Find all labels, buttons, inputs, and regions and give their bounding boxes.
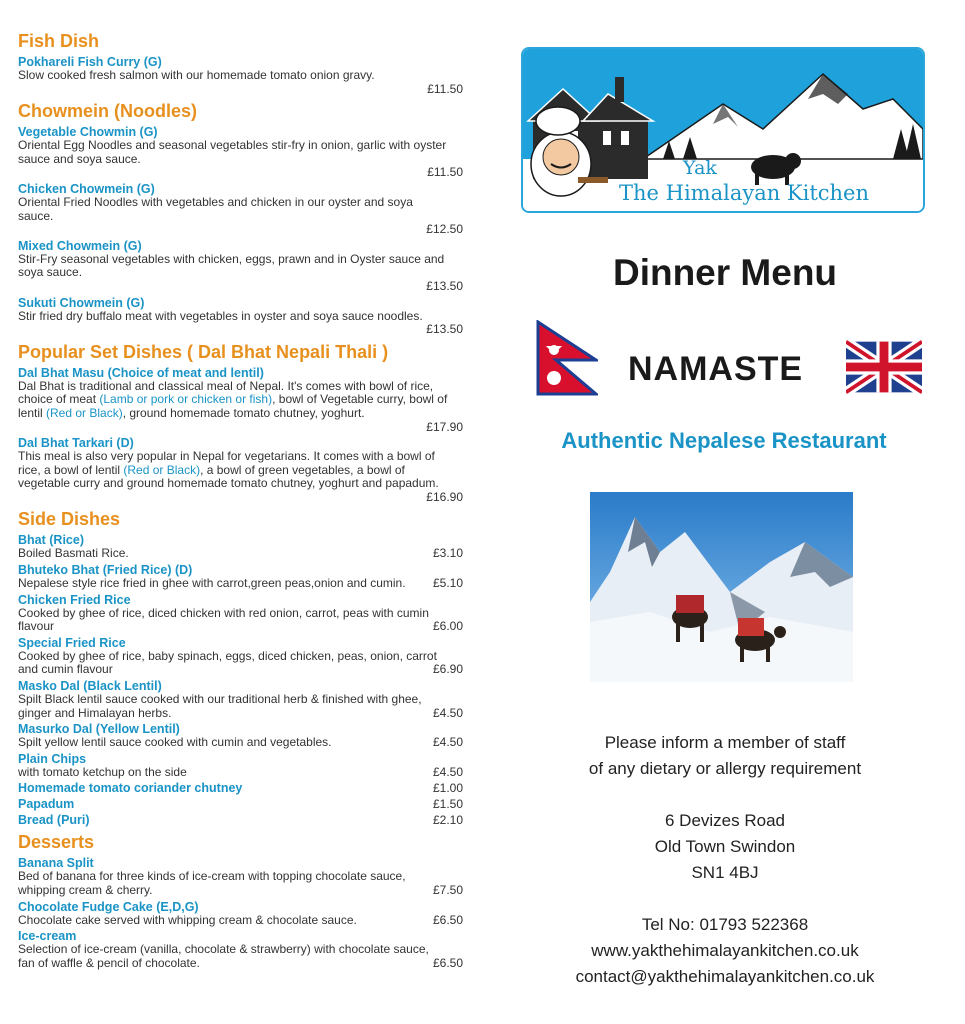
menu-item	[18, 55, 470, 96]
menu-item	[18, 436, 470, 504]
uk-flag-icon	[846, 340, 922, 394]
menu-item-price: £11.50	[427, 165, 463, 180]
menu-item-description: Cooked by ghee of rice, diced chicken with red onion, carrot, peas with cumin flavour	[18, 605, 429, 634]
description-part: , bowl of Vegetable curry, bowl of lentil	[18, 392, 448, 420]
menu-item-description: Spilt yellow lentil sauce cooked with cumin and vegetables.	[18, 735, 332, 750]
menu-item-name: Bhat (Rice)	[18, 533, 84, 548]
menu-item-name: Dal Bhat Tarkari (D)	[18, 436, 134, 451]
menu-item-price: £5.10	[432, 576, 463, 591]
menu-item-description: Stir fried dry buffalo meat with vegetables in oyster and soya sauce noodles.	[18, 308, 423, 323]
description-part: (Red or Black)	[46, 405, 123, 420]
menu-item	[18, 182, 470, 237]
menu-item-name: Ice-cream	[18, 929, 77, 944]
menu-item-name: Vegetable Chowmin (G)	[18, 125, 158, 140]
description-part: (Lamb or pork or chicken or fish)	[99, 392, 273, 407]
menu-item-description: Cooked by ghee of rice, baby spinach, eggs, diced chicken, peas, onion, carrot and cumin flavour	[18, 648, 437, 677]
menu-item-description: Bed of banana for three kinds of ice-cream with topping chocolate sauce, whipping cream & cherry.	[18, 869, 406, 897]
menu-item-name: Plain Chips	[18, 751, 87, 766]
address-postcode: SN1 4BJ	[691, 863, 759, 882]
menu-item-name: Papadum	[18, 797, 75, 812]
menu-item-price: £4.50	[432, 705, 463, 720]
logo-text-name: The Himalayan Kitchen	[619, 181, 870, 205]
menu-item-name: Homemade tomato coriander chutney	[18, 781, 243, 796]
mountain-photo-icon	[590, 492, 853, 682]
menu-item	[18, 636, 470, 677]
menu-item-name: Chicken Fried Rice	[18, 592, 131, 607]
menu-item	[18, 856, 470, 897]
menu-item-price: £13.50	[426, 322, 463, 337]
menu-item-price: £6.00	[432, 619, 463, 634]
menu-item	[18, 593, 470, 634]
menu-item	[18, 797, 470, 811]
menu-item-price: £1.50	[432, 796, 463, 811]
menu-item	[18, 563, 470, 591]
menu-item-description	[18, 450, 448, 491]
greeting: NAMASTE	[628, 350, 804, 388]
section-title: Chowmein (Noodles)	[18, 101, 197, 122]
menu-item	[18, 533, 470, 561]
menu-item-price: £6.90	[432, 662, 463, 677]
menu-item-price: £4.50	[432, 735, 463, 750]
section-title: Desserts	[18, 832, 95, 853]
description-part: , ground homemade tomato chutney, yoghurt.	[122, 405, 365, 420]
menu-item	[18, 239, 470, 294]
menu-item-price: £12.50	[426, 222, 463, 237]
section-title: Fish Dish	[18, 31, 100, 51]
menu-item-description: Selection of ice-cream (vanilla, chocolate & strawberry) with chocolate sauce, fan of waffle & pencil of chocolate.	[18, 942, 429, 970]
description-part: This meal is also very popular in Nepal for vegetarians. It comes with a bowl of rice, a bowl of lentil	[18, 449, 435, 477]
menu-item	[18, 813, 470, 827]
menu-item-price: £2.10	[432, 812, 463, 827]
menu-item-name: Masko Dal (Black Lentil)	[18, 679, 162, 694]
menu-item-description: Boiled Basmati Rice.	[18, 546, 129, 561]
email-link[interactable]: contact@yakthehimalayankitchen.co.uk	[575, 967, 875, 986]
menu-item-price: £6.50	[432, 912, 463, 927]
menu-item	[18, 296, 470, 337]
menu-item-description: with tomato ketchup on the side	[18, 764, 187, 779]
page-title: Dinner Menu	[612, 252, 838, 293]
menu-column	[18, 26, 470, 972]
menu-item-description	[18, 380, 448, 421]
menu-item-name: Dal Bhat Masu (Choice of meat and lentil)	[18, 365, 264, 380]
menu-item	[18, 900, 470, 928]
description-part: (Red or Black)	[123, 462, 201, 477]
menu-item-description: Slow cooked fresh salmon with our homemade tomato onion gravy.	[18, 68, 375, 82]
menu-item	[18, 125, 470, 180]
section-title: Side Dishes	[18, 509, 121, 530]
menu-item	[18, 722, 470, 750]
section-title: Popular Set Dishes ( Dal Bhat Nepali Thali )	[18, 341, 389, 362]
menu-item-description: Oriental Fried Noodles with vegetables and chicken in our oyster and soya sauce.	[18, 194, 413, 223]
menu-item-name: Masurko Dal (Yellow Lentil)	[18, 722, 180, 737]
menu-item-description: Spilt Black lentil sauce cooked with our traditional herb & finished with ghee, ginger and Himalayan herbs.	[18, 692, 422, 720]
menu-item-description: Stir-Fry seasonal vegetables with chicken, eggs, prawn and in Oyster sauce and soya sauce.	[18, 251, 445, 280]
menu-item-price: £7.50	[432, 883, 463, 897]
contact-info	[520, 730, 930, 990]
menu-item-name: Bread (Puri)	[18, 813, 90, 828]
menu-item	[18, 781, 470, 795]
menu-item-name: Mixed Chowmein (G)	[18, 238, 142, 253]
description-part: , a bowl of green vegetables, a bowl of vegetable curry and ground homemade tomato chutney, yoghurt and papadum.	[18, 462, 439, 491]
menu-item-price: £17.90	[426, 419, 463, 434]
telephone: Tel No: 01793 522368	[641, 915, 809, 934]
logo-text-yak: Yak	[683, 157, 717, 179]
menu-item	[18, 752, 470, 780]
tagline: Authentic Nepalese Restaurant	[561, 428, 887, 453]
mountain-yak-photo	[590, 492, 853, 682]
menu-item-price: £4.50	[432, 764, 463, 779]
menu-item-name: Chocolate Fudge Cake (E,D,G)	[18, 899, 199, 914]
menu-item-name: Special Fried Rice	[18, 635, 126, 650]
menu-item-price: £1.00	[432, 780, 463, 795]
description-part: Dal Bhat is traditional and classical meal of Nepal. It's comes with bowl of rice, choice of meat	[18, 378, 434, 407]
menu-item-name: Pokhareli Fish Curry (G)	[18, 55, 162, 69]
allergy-note-line1: Please inform a member of staff	[604, 733, 846, 752]
menu-item-description: Chocolate cake served with whipping cream & chocolate sauce.	[18, 912, 357, 927]
menu-item	[18, 929, 470, 970]
menu-item-price: £11.50	[427, 81, 463, 96]
website-link[interactable]: www.yakthehimalayankitchen.co.uk	[591, 941, 859, 960]
menu-item-price: £13.50	[426, 278, 463, 293]
menu-item	[18, 366, 470, 434]
menu-item-name: Banana Split	[18, 856, 94, 871]
menu-item-name: Chicken Chowmein (G)	[18, 181, 155, 196]
address-line1: 6 Devizes Road	[664, 811, 785, 830]
nepal-flag-icon	[536, 320, 598, 396]
menu-item-name: Bhuteko Bhat (Fried Rice) (D)	[18, 563, 193, 578]
menu-item-price: £6.50	[432, 955, 463, 970]
menu-item-price: £3.10	[432, 546, 463, 561]
menu-item-description: Oriental Egg Noodles and seasonal vegetables stir-fry in onion, garlic with oyster sauce and soya sauce.	[18, 138, 447, 166]
menu-item-description: Nepalese style rice fried in ghee with carrot,green peas,onion and cumin.	[18, 576, 406, 591]
menu-item	[18, 679, 470, 720]
allergy-note-line2: of any dietary or allergy requirement	[588, 759, 862, 778]
menu-item-name: Sukuti Chowmein (G)	[18, 295, 145, 310]
restaurant-logo	[521, 47, 925, 213]
address-line2: Old Town Swindon	[654, 837, 796, 856]
menu-item-price: £16.90	[426, 489, 463, 504]
